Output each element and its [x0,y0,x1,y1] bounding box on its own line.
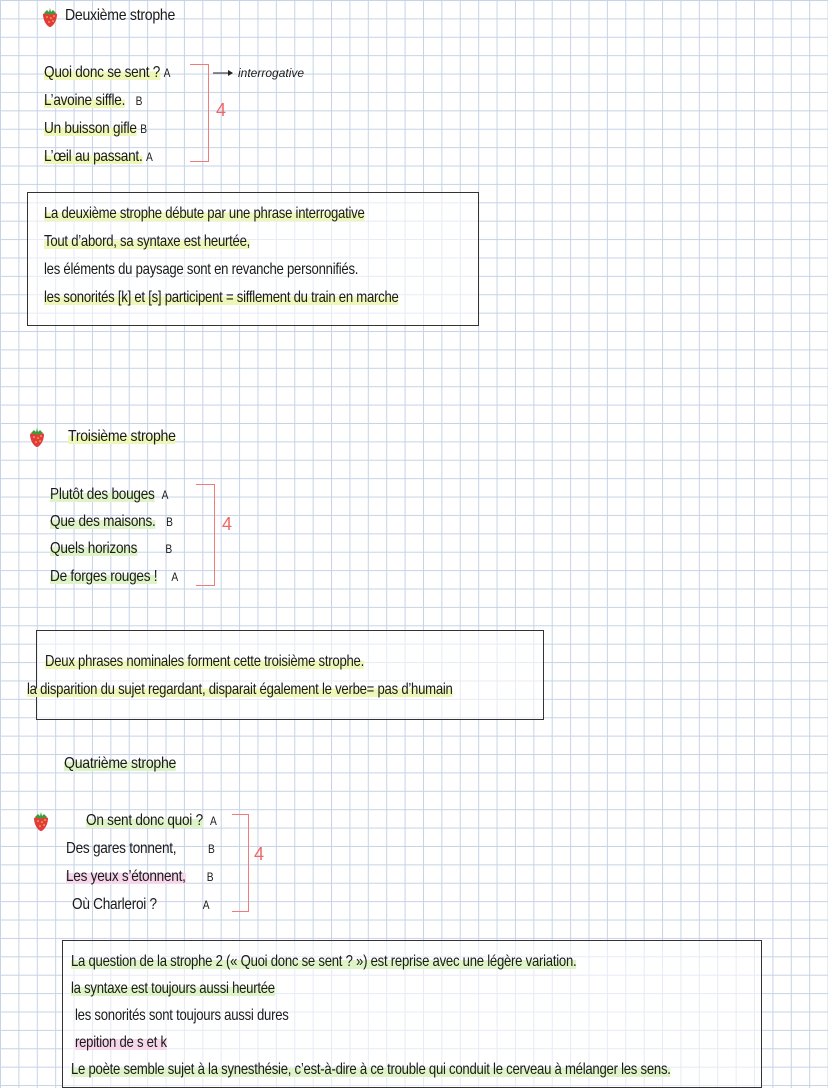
strophe3-analysis-box [27,630,544,720]
strophe4-analysis-line-1: La question de la strophe 2 (« Quoi donc se sent ? ») est reprise avec une légère variation. [71,953,577,970]
arrow-right-icon [212,68,234,78]
strawberry-icon [40,6,60,28]
strophe3-line-2: Que des maisons. B [50,513,173,530]
strawberry-icon [31,810,51,832]
strophe2-rhyme-bracket [190,64,209,162]
strophe3-title: Troisième strophe [68,428,176,445]
strophe4-analysis-line-4: repition de s et k [75,1034,167,1051]
strophe2-line-1: Quoi donc se sent ? A [44,64,171,81]
strophe4-line-2: Des gares tonnent, B [66,840,215,857]
strophe2-title: Deuxième strophe [65,7,176,24]
strawberry-icon [27,426,47,448]
strophe4-line-1: On sent donc quoi ? A [86,812,217,829]
strophe3-analysis-line-2: la disparition du sujet regardant, disparait également le verbe= pas d’humain [27,681,453,698]
strophe4-line-4: Où Charleroi ? A [72,896,210,913]
strophe3-line-count: 4 [222,514,232,534]
strophe2-analysis-line-3: les éléments du paysage sont en revanche personnifiés. [44,261,359,278]
strophe3-rhyme-bracket [196,484,215,586]
strophe2-analysis-box [27,192,479,326]
strophe3-analysis-line-1: Deux phrases nominales forment cette troisième strophe. [45,653,365,670]
strophe4-analysis-line-2: la syntaxe est toujours aussi heurtée [71,980,275,997]
strophe2-analysis-line-2: Tout d’abord, sa syntaxe est heurtée, [44,233,251,250]
strophe2-line-3: Un buisson gifle B [44,120,147,137]
strophe4-rhyme-bracket [232,814,249,912]
strophe4-line-count: 4 [254,844,264,864]
strophe2-analysis-line-4: les sonorités [k] et [s] participent = sifflement du train en marche [44,289,399,306]
strophe2-line-4: L’œil au passant. A [44,148,153,165]
strophe4-line-3: Les yeux s’étonnent, B [66,868,214,885]
strophe2-line-2: L’avoine siffle. B [44,92,143,109]
strophe4-analysis-line-5: Le poète semble sujet à la synesthésie, c’est-à-dire à ce trouble qui conduit le cerveau à mélanger les sens. [71,1061,671,1078]
strophe2-line-count: 4 [216,100,226,120]
strophe4-analysis-line-3: les sonorités sont toujours aussi dures [75,1007,289,1024]
strophe4-analysis-box [62,940,762,1088]
strophe2-annotation: interrogative [238,66,305,80]
strophe3-line-1: Plutôt des bouges A [50,486,169,503]
strophe3-line-3: Quels horizons B [50,540,172,557]
strophe4-title: Quatrième strophe [64,755,177,772]
strophe3-line-4: De forges rouges ! A [50,568,178,585]
strophe2-analysis-line-1: La deuxième strophe débute par une phrase interrogative [44,205,365,222]
